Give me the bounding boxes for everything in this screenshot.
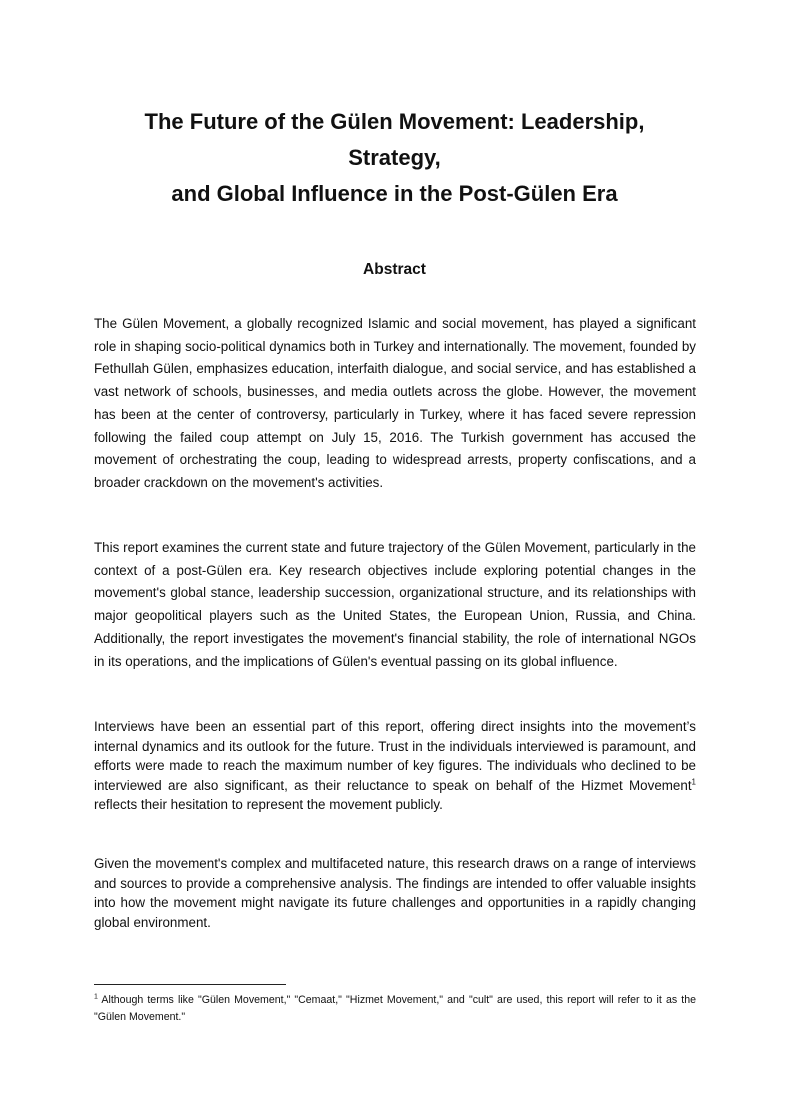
footnote-text: Although terms like "Gülen Movement," "Cemaat," "Hizmet Movement," and "cult" are used, this report will refer to it as the "Gülen Movement." (94, 994, 696, 1023)
footnote-reference[interactable]: 1 (691, 777, 696, 787)
paragraph-3-text-end: reflects their hesitation to represent the movement publicly. (94, 797, 443, 813)
abstract-paragraph-1: The Gülen Movement, a globally recognized Islamic and social movement, has played a significant role in shaping socio-political dynamics both in Turkey and internationally. The movement, founded by Fethullah Gülen, emphasizes education, interfaith dialogue, and social service, and has established a vast network of schools, businesses, and media outlets across the globe. However, the movement has been at the center of controversy, particularly in Turkey, where it has faced severe repression following the failed coup attempt on July 15, 2016. The Turkish government has accused the movement of orchestrating the coup, leading to widespread arrests, property confiscations, and a broader crackdown on the movement's activities. (94, 316, 696, 490)
footnote (94, 992, 696, 1026)
document-title (93, 104, 696, 212)
abstract-paragraph-2: This report examines the current state and future trajectory of the Gülen Movement, particularly in the context of a post-Gülen era. Key research objectives include exploring potential changes in the movement's global stance, leadership succession, organizational structure, and its relationships with major geopolitical players such as the United States, the European Union, Russia, and China. Additionally, the report investigates the movement's financial stability, the role of international NGOs in its operations, and the implications of Gülen's eventual passing on its global influence. (94, 540, 696, 669)
abstract-paragraph-4: Given the movement's complex and multifaceted nature, this research draws on a range of interviews and sources to provide a comprehensive analysis. The findings are intended to offer valuable insights into how the movement might navigate its future challenges and opportunities in a rapidly changing global environment. (94, 856, 696, 930)
footnote-separator (94, 984, 286, 985)
title-line-2: Strategy, (348, 145, 441, 170)
abstract-paragraph-3 (94, 717, 696, 815)
paragraph-3-text-start: Interviews have been an essential part of this report, offering direct insights into the movement’s internal dynamics and its outlook for the future. Trust in the individuals interviewed is paramount, and efforts were made to reach the maximum number of key figures. The individuals who declined to be interviewed are also significant, as their reluctance to speak on behalf of the Hizmet Movement (94, 719, 696, 793)
title-line-1: The Future of the Gülen Movement: Leadership, (144, 109, 645, 134)
footnote-marker: 1 (94, 993, 98, 1001)
abstract-heading: Abstract (363, 261, 426, 278)
title-line-3: and Global Influence in the Post-Gülen Era (171, 181, 618, 206)
